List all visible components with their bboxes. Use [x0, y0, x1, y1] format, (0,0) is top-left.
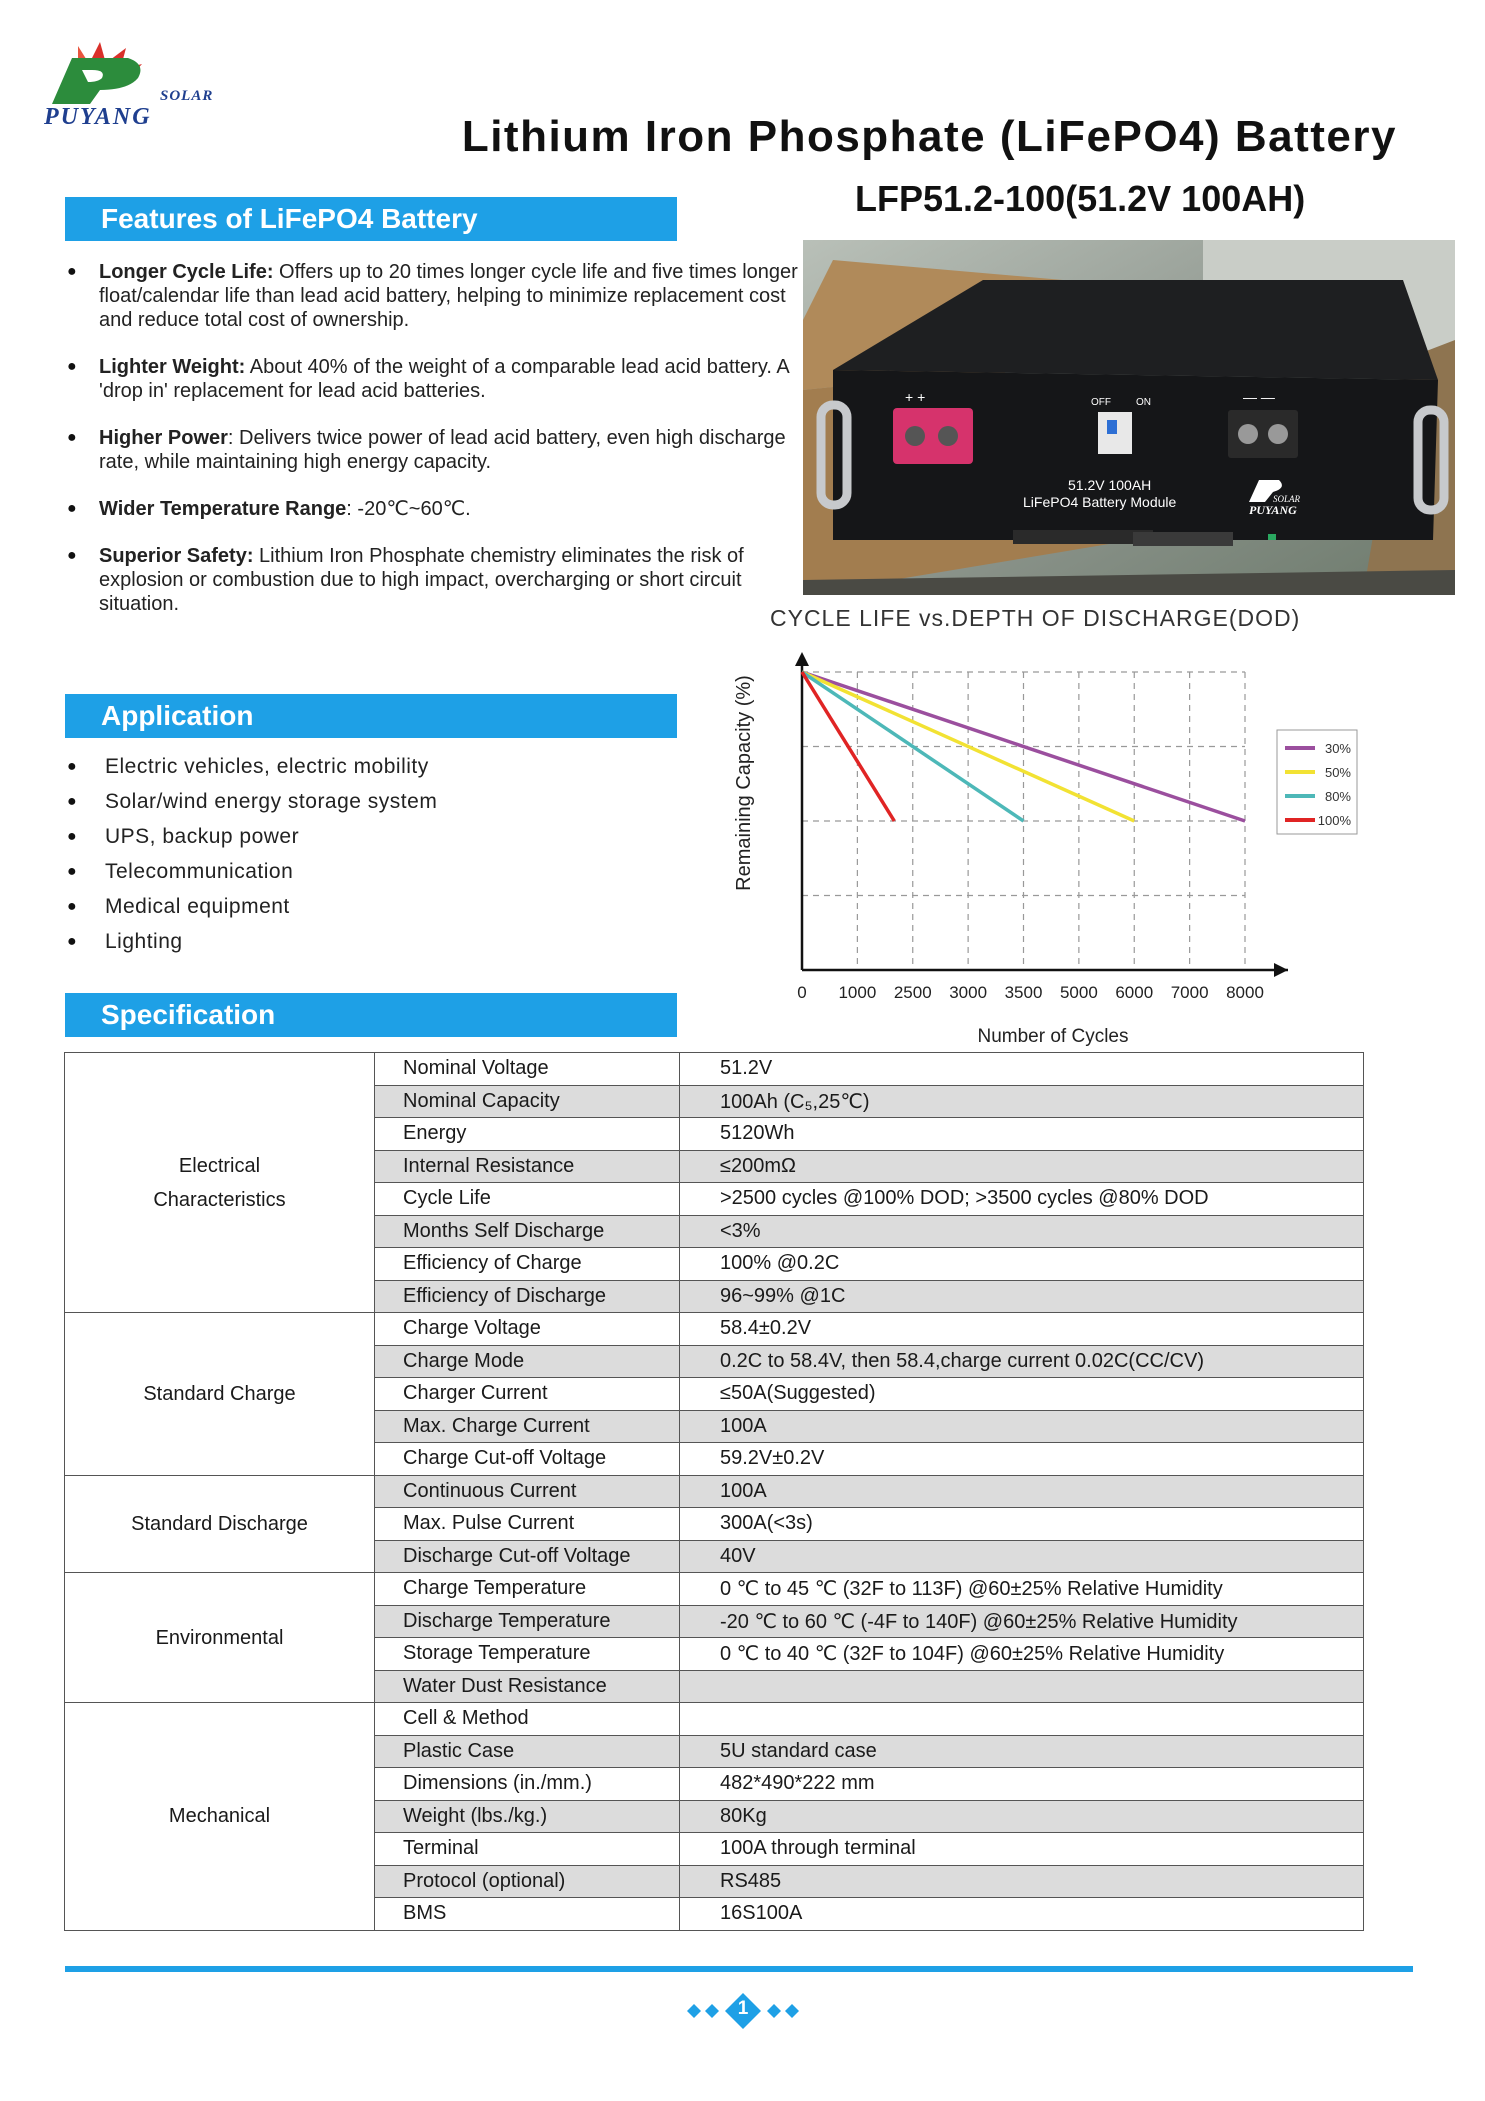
spec-param: Protocol (optional): [375, 1865, 680, 1898]
module-label-line1: 51.2V 100AH: [1068, 477, 1152, 493]
positive-terminal-label: + +: [905, 389, 926, 405]
spec-value: -20 ℃ to 60 ℃ (-4F to 140F) @60±25% Relative Humidity: [680, 1605, 1364, 1638]
spec-param: Plastic Case: [375, 1735, 680, 1768]
chart-legend-label: 30%: [1324, 741, 1351, 756]
features-heading: Features of LiFePO4 Battery: [65, 197, 677, 241]
chart-legend: [1277, 730, 1357, 834]
feature-item: [65, 544, 810, 616]
feature-lead: Higher Power: [99, 427, 228, 449]
spec-value: 58.4±0.2V: [680, 1313, 1364, 1346]
spec-value: 0.2C to 58.4V, then 58.4,charge current 0.02C(CC/CV): [680, 1345, 1364, 1378]
chart-x-tick-label: 3000: [949, 983, 988, 1002]
chart-x-tick-labels: [797, 983, 1264, 1002]
spec-value: 0 ℃ to 40 ℃ (32F to 104F) @60±25% Relative Humidity: [680, 1638, 1364, 1671]
feature-item: [65, 260, 810, 332]
spec-param: Nominal Capacity: [375, 1085, 680, 1118]
cycle-life-chart: [720, 648, 1360, 1048]
chart-x-axis-label: Number of Cycles: [977, 1026, 1129, 1047]
spec-param: Energy: [375, 1118, 680, 1151]
spec-value: ≤200mΩ: [680, 1150, 1364, 1183]
spec-param: Water Dust Resistance: [375, 1670, 680, 1703]
chart-legend-label: 80%: [1324, 789, 1351, 804]
chart-x-tick-label: 7000: [1170, 983, 1209, 1002]
spec-param: Charge Voltage: [375, 1313, 680, 1346]
spec-param: Months Self Discharge: [375, 1215, 680, 1248]
module-label-line2: LiFePO4 Battery Module: [1023, 494, 1177, 510]
spec-group-name: Mechanical: [65, 1703, 375, 1931]
application-item: ● UPS, backup power: [65, 825, 437, 849]
spec-param: Max. Pulse Current: [375, 1508, 680, 1541]
application-heading: Application: [65, 694, 677, 738]
feature-text: : -20℃~60℃.: [346, 498, 471, 520]
spec-value: 100% @0.2C: [680, 1248, 1364, 1281]
specification-heading: Specification: [65, 993, 677, 1037]
chart-title: CYCLE LIFE vs.DEPTH OF DISCHARGE(DOD): [770, 605, 1301, 631]
application-item: ● Electric vehicles, electric mobility: [65, 755, 437, 779]
page-number: 1: [737, 1998, 749, 2019]
feature-text: About 40% of the weight of a comparable lead acid battery. A 'drop in' replacement for lead acid batteries.: [99, 356, 789, 402]
spec-value: RS485: [680, 1865, 1364, 1898]
spec-group-name: Standard Discharge: [65, 1475, 375, 1573]
chart-y-axis-label: Remaining Capacity (%): [733, 675, 755, 891]
spec-value: 96~99% @1C: [680, 1280, 1364, 1313]
spec-value: 100A: [680, 1475, 1364, 1508]
feature-text: Offers up to 20 times longer cycle life and five times longer float/calendar life than lead acid battery, helping to minimize replacement cost and reduce total cost of ownership.: [99, 261, 798, 331]
spec-param: Storage Temperature: [375, 1638, 680, 1671]
chart-x-tick-label: 6000: [1115, 983, 1154, 1002]
chart-x-tick-label: 1000: [838, 983, 877, 1002]
spec-param: Charge Mode: [375, 1345, 680, 1378]
feature-lead: Superior Safety:: [99, 545, 254, 567]
spec-row: [65, 1703, 1364, 1736]
spec-param: Charge Cut-off Voltage: [375, 1443, 680, 1476]
battery-photo-illustration: [803, 240, 1455, 595]
spec-value: 16S100A: [680, 1898, 1364, 1931]
spec-param: BMS: [375, 1898, 680, 1931]
spec-param: Max. Charge Current: [375, 1410, 680, 1443]
features-list: [65, 260, 810, 639]
document-title: Lithium Iron Phosphate (LiFePO4) Battery: [461, 112, 1397, 161]
spec-value: 5120Wh: [680, 1118, 1364, 1151]
spec-value: 51.2V: [680, 1053, 1364, 1086]
spec-value: 100Ah (C₅,25℃): [680, 1085, 1364, 1118]
chart-y-axis-arrow: [795, 652, 809, 666]
feature-item: [65, 497, 810, 521]
chart-x-tick-label: 0: [797, 983, 807, 1002]
spec-value: 59.2V±0.2V: [680, 1443, 1364, 1476]
footer-divider: [65, 1966, 1413, 1972]
application-item: ● Lighting: [65, 930, 437, 954]
negative-terminal-label: — —: [1243, 389, 1275, 405]
logo-solar-text: SOLAR: [160, 88, 214, 104]
spec-row: [65, 1573, 1364, 1606]
spec-value: >2500 cycles @100% DOD; >3500 cycles @80% DOD: [680, 1183, 1364, 1216]
spec-param: Charger Current: [375, 1378, 680, 1411]
chart-x-axis-arrow: [1274, 963, 1288, 977]
spec-value: [680, 1670, 1364, 1703]
model-title: LFP51.2-100(51.2V 100AH): [855, 178, 1306, 219]
photo-brand-solar: SOLAR: [1273, 494, 1300, 504]
feature-item: [65, 426, 810, 474]
chart-legend-label: 50%: [1324, 765, 1351, 780]
spec-param: Dimensions (in./mm.): [375, 1768, 680, 1801]
spec-value: 100A through terminal: [680, 1833, 1364, 1866]
company-logo: [42, 38, 214, 130]
feature-lead: Lighter Weight:: [99, 356, 246, 378]
feature-lead: Wider Temperature Range: [99, 498, 347, 520]
spec-row: [65, 1313, 1364, 1346]
application-item: ● Solar/wind energy storage system: [65, 790, 437, 814]
chart-x-tick-label: 5000: [1059, 983, 1098, 1002]
spec-group-name: Environmental: [65, 1573, 375, 1703]
spec-value: ≤50A(Suggested): [680, 1378, 1364, 1411]
chart-x-tick-label: 8000: [1226, 983, 1264, 1002]
spec-param: Cycle Life: [375, 1183, 680, 1216]
spec-param: Continuous Current: [375, 1475, 680, 1508]
spec-value: [680, 1703, 1364, 1736]
spec-value: 482*490*222 mm: [680, 1768, 1364, 1801]
feature-item: [65, 355, 810, 403]
application-item: ● Telecommunication: [65, 860, 437, 884]
feature-lead: Longer Cycle Life:: [99, 261, 274, 283]
application-list: [65, 755, 437, 965]
page-number-badge: [683, 1988, 803, 2034]
spec-param: Efficiency of Charge: [375, 1248, 680, 1281]
logo-brand-text: PUYANG: [44, 104, 152, 130]
spec-value: 80Kg: [680, 1800, 1364, 1833]
chart-legend-label: 100%: [1317, 813, 1351, 828]
spec-param: Weight (lbs./kg.): [375, 1800, 680, 1833]
spec-param: Internal Resistance: [375, 1150, 680, 1183]
spec-row: [65, 1053, 1364, 1086]
specification-table: [64, 1052, 1364, 1931]
application-item: ● Medical equipment: [65, 895, 437, 919]
feature-text: : Delivers twice power of lead acid battery, even high discharge rate, while maintaining high energy capacity.: [99, 427, 786, 473]
spec-value: <3%: [680, 1215, 1364, 1248]
spec-param: Discharge Cut-off Voltage: [375, 1540, 680, 1573]
spec-param: Nominal Voltage: [375, 1053, 680, 1086]
spec-value: 0 ℃ to 45 ℃ (32F to 113F) @60±25% Relative Humidity: [680, 1573, 1364, 1606]
switch-off-label: OFF: [1091, 397, 1111, 408]
spec-param: Cell & Method: [375, 1703, 680, 1736]
chart-x-tick-label: 2500: [893, 983, 932, 1002]
spec-group-name: Standard Charge: [65, 1313, 375, 1476]
photo-brand-name: PUYANG: [1249, 503, 1297, 517]
spec-value: 5U standard case: [680, 1735, 1364, 1768]
spec-param: Terminal: [375, 1833, 680, 1866]
chart-x-tick-label: 3500: [1004, 983, 1043, 1002]
spec-row: [65, 1475, 1364, 1508]
spec-value: 300A(<3s): [680, 1508, 1364, 1541]
spec-param: Discharge Temperature: [375, 1605, 680, 1638]
feature-text: Lithium Iron Phosphate chemistry eliminates the risk of explosion or combustion due to high impact, overcharging or short circuit situation.: [99, 545, 744, 615]
product-photo: [803, 240, 1455, 595]
spec-group-name: Electrical Characteristics: [65, 1053, 375, 1313]
switch-on-label: ON: [1136, 397, 1151, 408]
spec-param: Charge Temperature: [375, 1573, 680, 1606]
spec-param: Efficiency of Discharge: [375, 1280, 680, 1313]
spec-value: 100A: [680, 1410, 1364, 1443]
spec-value: 40V: [680, 1540, 1364, 1573]
